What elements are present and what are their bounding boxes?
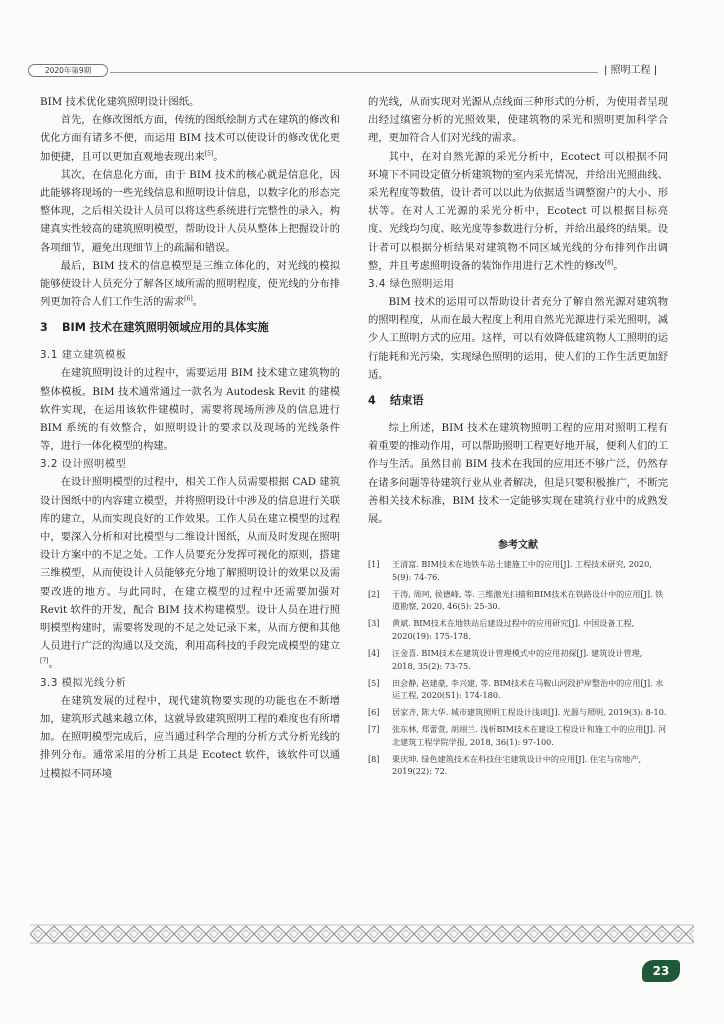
- section-heading-3: 3 BIM 技术在建筑照明领域应用的具体实施: [40, 321, 269, 335]
- citation: [5]: [204, 150, 214, 158]
- citation: [8]: [604, 259, 614, 267]
- left-column: [40, 93, 340, 783]
- paragraph: BIM 技术优化建筑照明设计图纸。: [40, 96, 200, 108]
- paragraph: 综上所述，BIM 技术在建筑物照明工程的应用对照明工程有着重要的推动作用，可以帮助照明工程更好地开展，便利人们的工作与生活。虽然目前 BIM 技术在我国的应用还不够广泛，仍然存在诸多问题等待建筑行业从业者解决，但是只要积极推广，不断完善相关技术标准，BIM 技术一定能够实现在建筑行业中的成熟发展。: [368, 422, 668, 526]
- subsection-heading-3-3: 3.3 模拟光线分析: [40, 676, 127, 689]
- reference-list: [368, 558, 668, 778]
- paragraph: BIM 技术的运用可以帮助设计者充分了解自然光源对建筑物的照明程度，从而在最大程度上利用自然光光源进行采光照明，减少人工照明方式的应用。这样，可以有效降低建筑物人工照明的运行能耗和光污染，实现绿色照明的运用，使人们的工作生活更加舒适。: [368, 296, 668, 381]
- header-rule: [110, 72, 598, 73]
- paragraph: 首先，在修改图纸方面，传统的图纸绘制方式在建筑的修改和优化方面有诸多不便，而运用 BIM 技术可以使设计的修改优化更加便捷，且可以更加直观地表现出来[5]。: [40, 114, 340, 163]
- subsection-heading-3-1: 3.1 建立建筑模板: [40, 349, 127, 362]
- subsection-heading-3-4: 3.4 绿色照明运用: [368, 278, 455, 291]
- paragraph: 其次，在信息化方面，由于 BIM 技术的核心就是信息化，因此能够将现场的一些光线信息和照明设计信息，以数字化的形态完整体现，之后相关设计人员可以将这些系统进行完整性的录入，构建真实性较高的建筑照明模型，帮助设计人员从整体上把握设计的各项细节，避免出现细节上的疏漏和错误。: [40, 168, 340, 254]
- paragraph: 的光线，从而实现对光源从点线面三种形式的分析，为使用者呈现出经过缜密分析的光照效果，使建筑物的采光和照明更加科学合理，更加符合人们对光线的需求。: [368, 96, 668, 145]
- references-title: 参考文献: [498, 540, 538, 552]
- citation: [6]: [184, 295, 193, 303]
- issue-badge: 2020年第9期: [28, 64, 108, 77]
- paragraph: 在建筑发展的过程中，现代建筑物要实现的功能也在不断增加，建筑形式越来越立体，这就导致建筑照明工程的难度也有所增加。在照明模型完成后，应当通过科学合理的分析方式分析光线的排列分布。通常采用的分析工具是 Ecotect 软件，该软件可以通过模拟不同环境: [40, 694, 340, 780]
- subsection-heading-3-2: 3.2 设计照明模型: [40, 458, 127, 471]
- reference-item: [2] 于涛, 周珂, 侯德峰, 等. 三维激光扫描和BIM技术在铁路设计中的应用[J]. 铁道勘察, 2020, 46(5): 25-30.: [368, 588, 664, 612]
- citation: [7]: [40, 658, 49, 666]
- reference-item: [5] 田会静, 赵建豪, 李兴建, 等. BIM技术在马鞍山河段护岸整治中的应用[J]. 水运工程, 2020(S1): 174-180.: [368, 677, 664, 701]
- reference-item: [7] 张东林, 郑蕾萱, 胡翊兰. 浅析BIM技术在建设工程设计和施工中的应用[J]. 河北建筑工程学院学报, 2018, 36(1): 97-100.: [368, 724, 667, 747]
- reference-item: [8] 栗庆坤. 绿色建筑技术在科技住宅建筑设计中的应用[J]. 住宅与房地产, 2019(22): 72.: [368, 753, 642, 777]
- footer-pattern-decoration: [30, 922, 694, 946]
- paragraph: 其中，在对自然光源的采光分析中，Ecotect 可以根据不同环境下不同设定值分析建筑物的室内采光情况，并给出光照曲线、采光程度等数值，设计者可以以此为依据适当调整窗户的大小、形状等。在对人工光源的采光分析中，Ecotect 可以根据目标亮度、光线均匀度、眩光度等参数进行分析，并给出最终的结果。设计者可以根据分析结果对建筑物不同区域光线的分布排列作出调整，并且考虑照明设备的装饰作用进行艺术性的修改[8]。: [368, 150, 668, 272]
- journal-name: | 照明工程 |: [604, 65, 658, 76]
- page-number-badge: 23: [642, 960, 680, 982]
- reference-item: [4] 汪金喜. BIM技术在建筑设计管理模式中的应用初探[J]. 建筑设计管理, 2018, 35(2): 73-75.: [368, 648, 643, 671]
- section-heading-4: 4 结束语: [368, 394, 424, 408]
- reference-item: [6] 居家齐, 陈大华. 城市建筑照明工程设计浅谈[J]. 光源与照明, 2019(3): 8-10.: [368, 707, 667, 718]
- right-column: [368, 93, 668, 782]
- paragraph: 在设计照明模型的过程中，相关工作人员需要根据 CAD 建筑设计图纸中的内容建立模型，并将照明设计中涉及的信息进行关联库的建立，从而实现良好的工作效果。工作人员在建立模型的过程中，要深入分析和对比模型与二维设计图纸，从而及时发现在照明设计方案中的不足之处。工作人员要充分发挥可视化的原则，搭建三维模型，从而使设计人员能够充分地了解照明设计的效果以及需要改进的地方。与此同时，在建立模型的过程中还需要加强对 Revit 软件的开发，配合 BIM 技术构建模型。设计人员在进行照明模型构建时，需要将发现的不足之处记录下来，从而方便和其他人员进行广泛的沟通以及交流，利用高科技的手段完成模型的建立[7]。: [40, 476, 340, 671]
- reference-item: [1] 王清富. BIM技术在地铁车站土建施工中的应用[J]. 工程技术研究, 2020, 5(9): 74-76.: [368, 559, 652, 582]
- paragraph: 最后，BIM 技术的信息模型是三维立体化的，对光线的模拟能够使设计人员充分了解各区域所需的照明程度，使光线的分布排列更加符合人们工作生活的需求[6]。: [40, 259, 340, 309]
- paragraph: 在建筑照明设计的过程中，需要运用 BIM 技术建立建筑物的整体模板。BIM 技术通常通过一款名为 Autodesk Revit 的建模软件实现，在运用该软件建模时，需要将现场所涉及的信息进行 BIM 系统的有效整合，如照明设计的要求以及现场的光线条件等，进行一体化模型的构建。: [40, 367, 340, 453]
- reference-item: [3] 黄斌. BIM技术在地铁站后建设过程中的应用研究[J]. 中国设备工程, 2020(19): 175-178.: [368, 618, 635, 642]
